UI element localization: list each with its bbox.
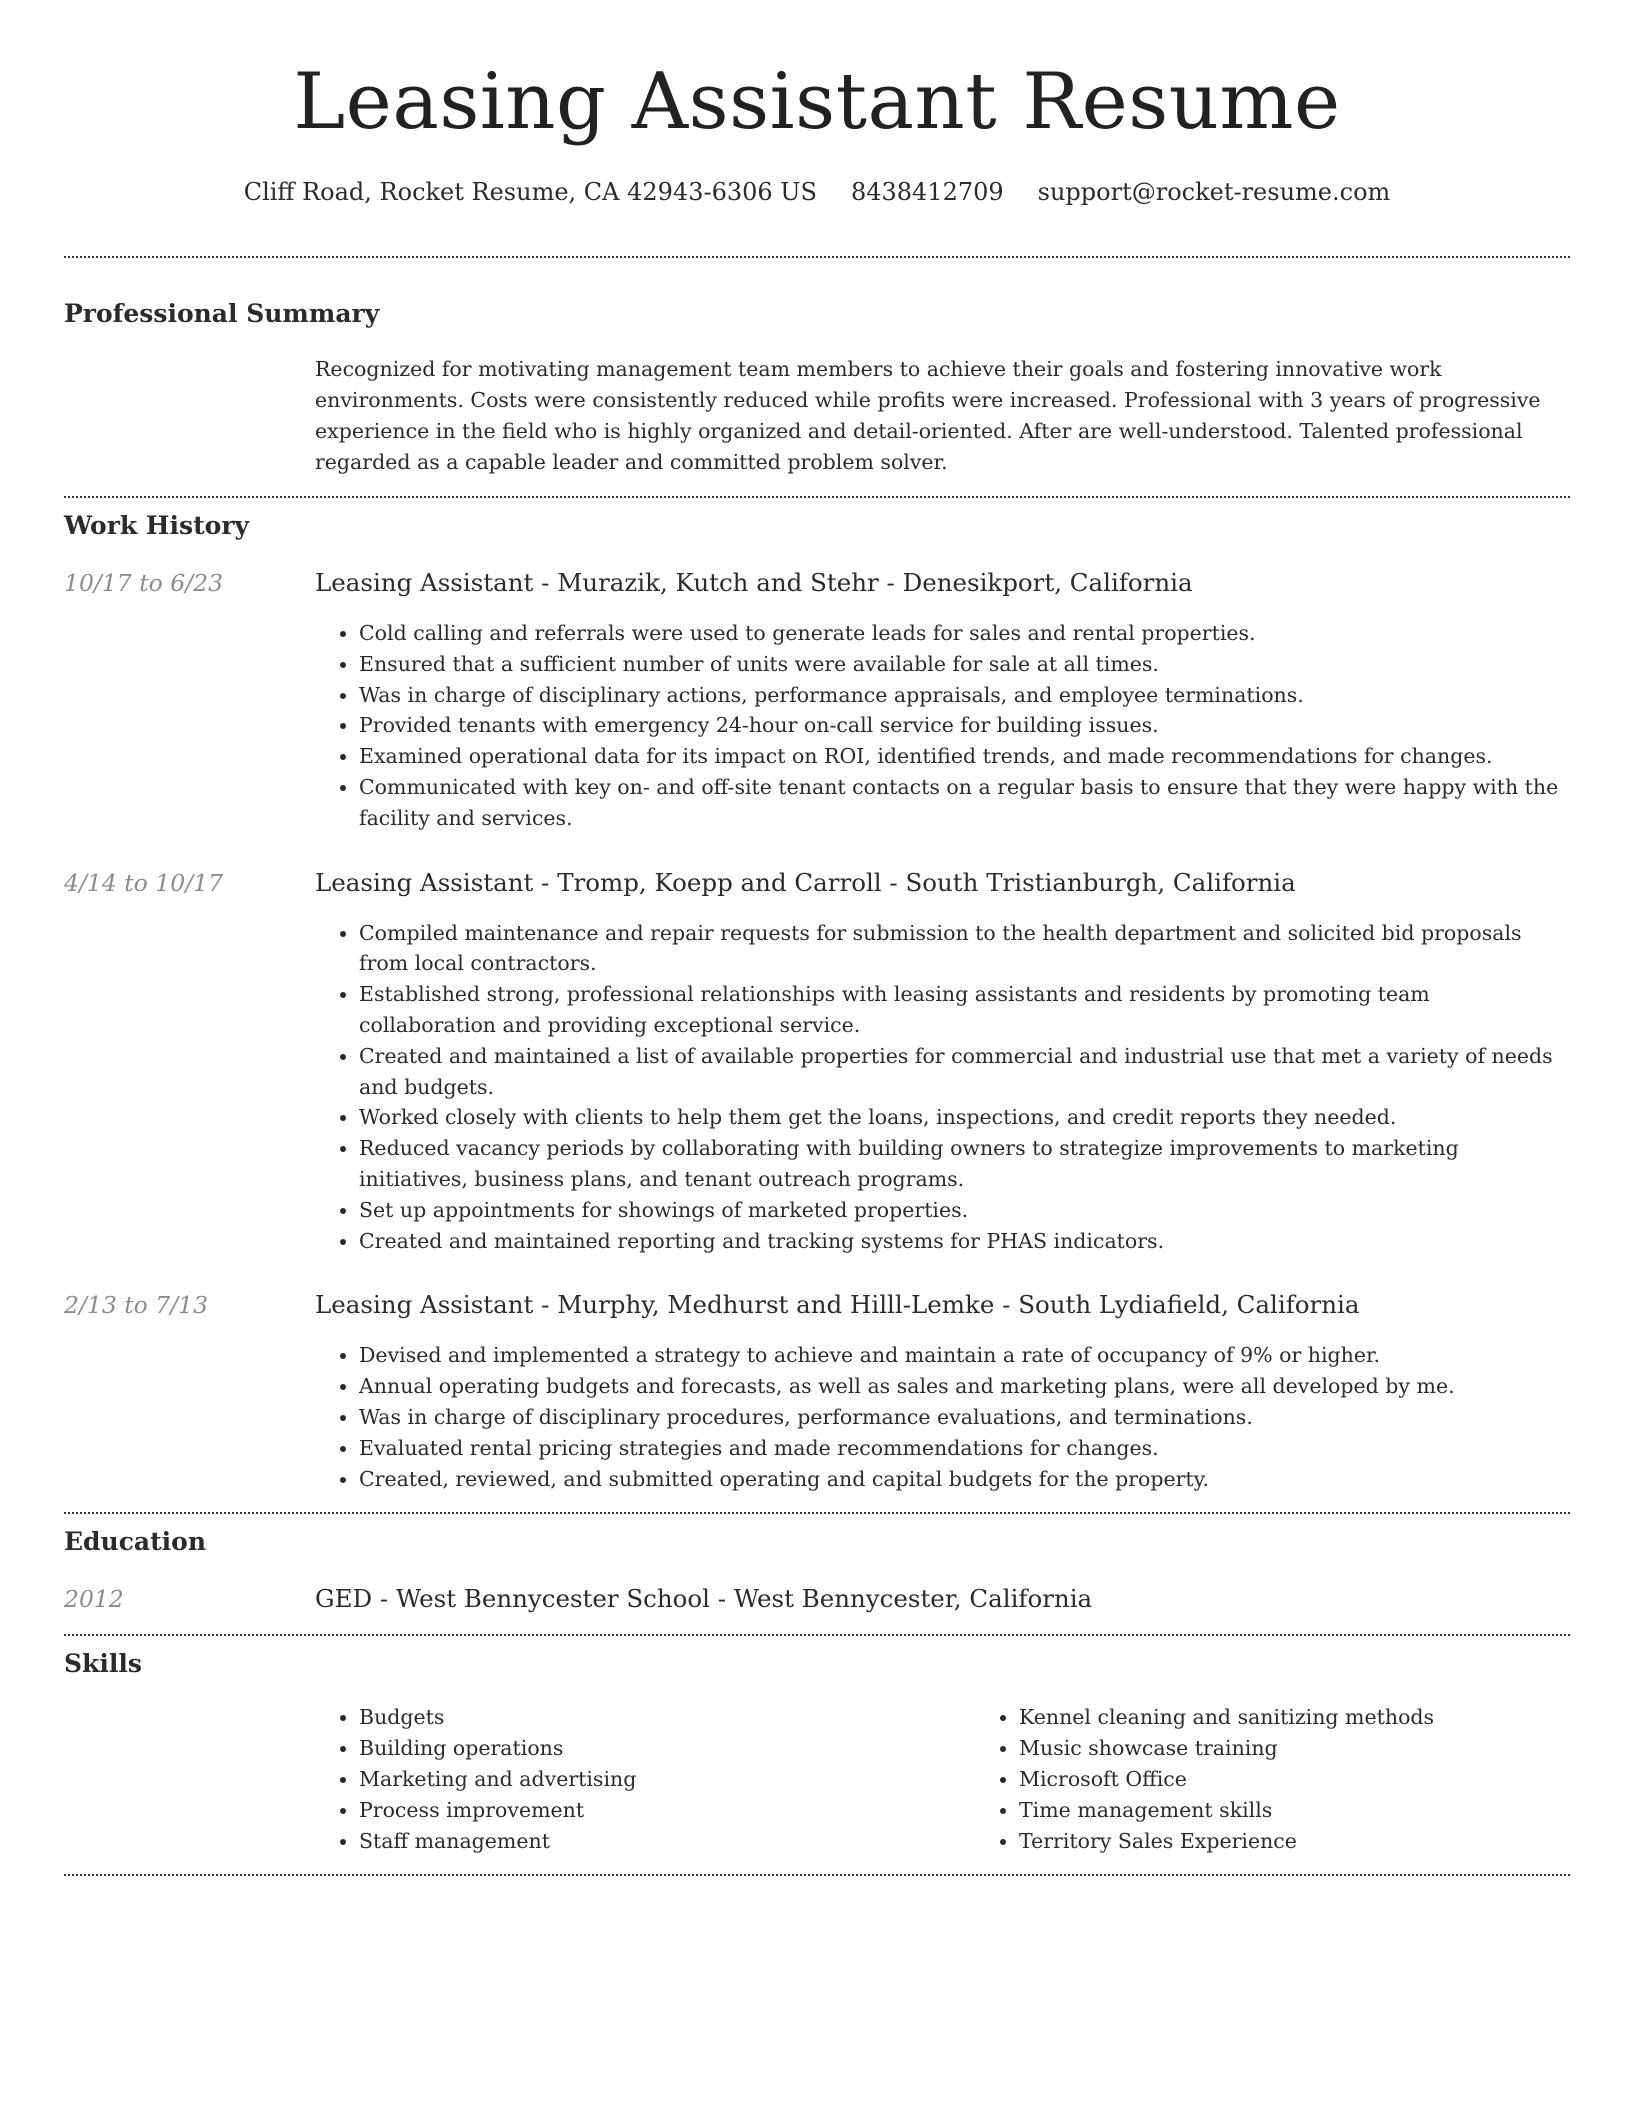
divider — [64, 1512, 1570, 1514]
job-dates: 10/17 to 6/23 — [64, 569, 224, 597]
education-entry — [64, 1584, 1570, 1614]
divider — [64, 1874, 1570, 1876]
job-entry — [64, 1290, 1570, 1494]
list-item: • Annual operating budgets and forecasts, as well as sales and marketing plans, were all developed by me. — [359, 1371, 1570, 1402]
contact-phone: 8438412709 — [850, 178, 1004, 206]
list-item: • Devised and implemented a strategy to achieve and maintain a rate of occupancy of 9% or higher. — [359, 1340, 1570, 1371]
list-item: • Worked closely with clients to help them get the loans, inspections, and credit reports they needed. — [359, 1102, 1570, 1133]
job-title: Leasing Assistant - Murazik, Kutch and Stehr - Denesikport, California — [315, 568, 1193, 597]
list-item: • Time management skills — [1019, 1795, 1632, 1826]
job-title: Leasing Assistant - Tromp, Koepp and Carroll - South Tristianburgh, California — [315, 867, 1296, 897]
resume-page — [64, 0, 1570, 1876]
skills-row — [64, 1702, 1570, 1856]
list-item: • Kennel cleaning and sanitizing methods — [1019, 1702, 1632, 1733]
list-item: • Budgets — [359, 1702, 975, 1733]
list-item: • Was in charge of disciplinary procedures, performance evaluations, and terminations. — [359, 1402, 1570, 1433]
skills-list-left — [315, 1702, 975, 1856]
skills-heading: Skills — [64, 1649, 142, 1679]
education-detail: GED - West Bennycester School - West Bennycester, California — [315, 1584, 1093, 1614]
contact-line — [64, 176, 1570, 208]
list-item: • Was in charge of disciplinary actions, performance appraisals, and employee terminations. — [359, 680, 1570, 711]
list-item: • Established strong, professional relationships with leasing assistants and residents by promoting team collaboration and providing exceptional service. — [359, 979, 1570, 1041]
divider — [64, 256, 1570, 258]
list-item: • Evaluated rental pricing strategies and made recommendations for changes. — [359, 1433, 1570, 1464]
list-item: • Created, reviewed, and submitted operating and capital budgets for the property. — [359, 1464, 1570, 1495]
job-entry — [64, 868, 1570, 1257]
job-bullets — [315, 918, 1570, 1257]
list-item: • Cold calling and referrals were used to generate leads for sales and rental properties. — [359, 618, 1570, 649]
job-title: Leasing Assistant - Murphy, Medhurst and Hilll-Lemke - South Lydiafield, California — [315, 1290, 1360, 1320]
list-item: • Examined operational data for its impact on ROI, identified trends, and made recommendations for changes. — [359, 741, 1570, 772]
divider — [64, 496, 1570, 498]
list-item: • Communicated with key on- and off-site tenant contacts on a regular basis to ensure that they were happy with the facility and services. — [359, 772, 1570, 834]
resume-title: Leasing Assistant Resume — [293, 57, 1341, 147]
list-item: • Territory Sales Experience — [1019, 1826, 1632, 1857]
job-dates: 2/13 to 7/13 — [64, 1291, 209, 1320]
summary-row — [64, 354, 1570, 478]
list-item: • Reduced vacancy periods by collaborating with building owners to strategize improvements to marketing initiatives, business plans, and tenant outreach programs. — [359, 1133, 1570, 1195]
summary-text: Recognized for motivating management team members to achieve their goals and fostering innovative work environments. Costs were consistently reduced while profits were increased. Professional with 3 years of progressive experience in the field who is highly organized and detail-oriented. After are well-understood. Talented professional regarded as a capable leader and committed problem solver. — [315, 357, 1541, 474]
list-item: • Process improvement — [359, 1795, 975, 1826]
list-item: • Music showcase training — [1019, 1733, 1632, 1764]
list-item: • Compiled maintenance and repair requests for submission to the health department and solicited bid proposals from local contractors. — [359, 918, 1570, 980]
summary-heading: Professional Summary — [64, 299, 380, 328]
list-item: • Marketing and advertising — [359, 1764, 975, 1795]
list-item: • Staff management — [359, 1826, 975, 1857]
list-item: • Created and maintained a list of available properties for commercial and industrial use that met a variety of needs and budgets. — [359, 1041, 1570, 1103]
job-entry — [64, 568, 1570, 834]
list-item: • Set up appointments for showings of marketed properties. — [359, 1195, 1570, 1226]
list-item: • Microsoft Office — [1019, 1764, 1632, 1795]
list-item: • Building operations — [359, 1733, 975, 1764]
list-item: • Provided tenants with emergency 24-hour on-call service for building issues. — [359, 710, 1570, 741]
contact-email: support@rocket-resume.com — [1037, 178, 1391, 206]
job-dates: 4/14 to 10/17 — [64, 868, 224, 897]
divider — [64, 1634, 1570, 1636]
list-item: • Created and maintained reporting and tracking systems for PHAS indicators. — [359, 1226, 1570, 1257]
contact-address: Cliff Road, Rocket Resume, CA 42943-6306 US — [243, 178, 817, 206]
work-history-heading: Work History — [64, 511, 250, 540]
education-heading: Education — [64, 1527, 207, 1557]
resume-header — [64, 0, 1570, 208]
job-bullets — [315, 618, 1570, 834]
education-year: 2012 — [64, 1585, 124, 1614]
job-bullets — [315, 1340, 1570, 1494]
skills-list-right — [975, 1702, 1632, 1856]
list-item: • Ensured that a sufficient number of units were available for sale at all times. — [359, 649, 1570, 680]
